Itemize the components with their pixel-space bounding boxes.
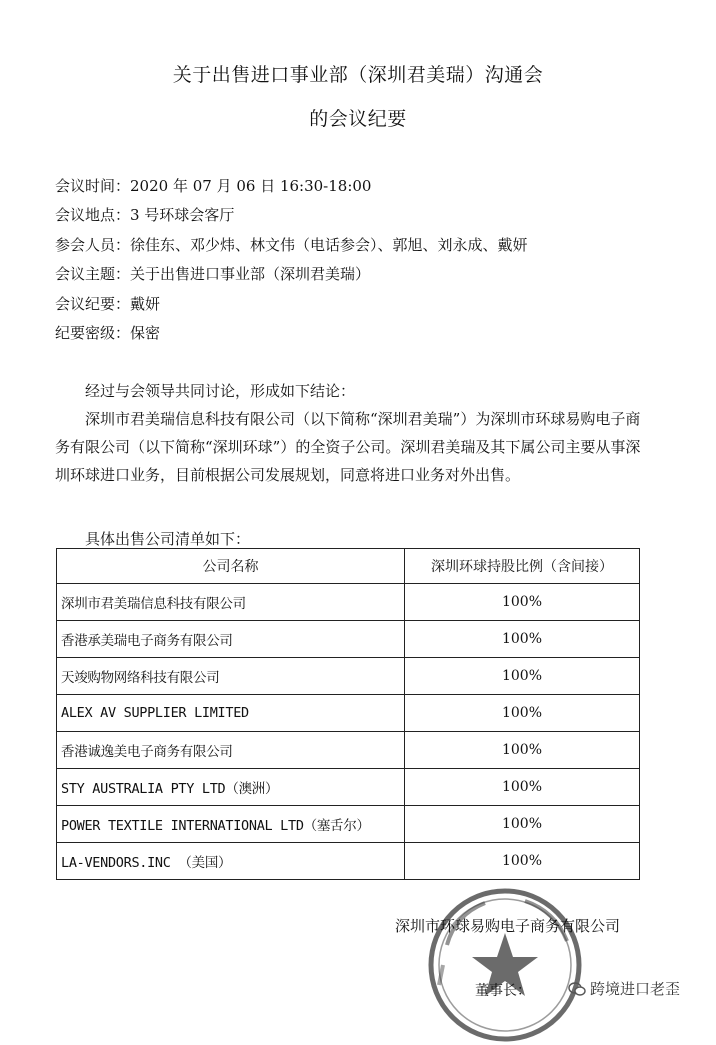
table-row	[57, 621, 640, 658]
intro-text: 经过与会领导共同讨论，形成如下结论：	[85, 382, 356, 400]
shareholding-pct: 100%	[405, 806, 640, 843]
meeting-confidentiality: 纪要密级：保密	[55, 324, 161, 342]
company-name: ALEX AV SUPPLIER LIMITED	[57, 695, 405, 732]
meeting-topic: 会议主题：关于出售进口事业部（深圳君美瑞）	[55, 265, 371, 283]
document-title-line-1: 关于出售进口事业部（深圳君美瑞）沟通会	[172, 64, 544, 86]
body-text: 深圳市君美瑞信息科技有限公司（以下简称“深圳君美瑞”）为深圳市环球易购电子商务有限公司（以下简称“深圳环球”）的全资子公司。深圳君美瑞及其下属公司主要从事深圳环球进口业务，目前根据公司发展规划，同意将进口业务对外出售。	[55, 410, 641, 484]
meeting-time: 会议时间：2020 年 07 月 06 日 16:30-18:00	[55, 177, 372, 195]
body-paragraph	[55, 405, 651, 489]
shareholding-pct: 100%	[405, 843, 640, 880]
signing-company: 深圳市环球易购电子商务有限公司	[395, 917, 621, 935]
shareholding-pct: 100%	[405, 695, 640, 732]
company-name: 香港诚逸美电子商务有限公司	[57, 732, 405, 769]
document-title-line-2: 的会议纪要	[309, 108, 407, 130]
wechat-watermark	[568, 978, 680, 999]
chairman-label: 董事长：	[475, 983, 531, 999]
header-company-name: 公司名称	[57, 549, 405, 584]
wechat-icon	[568, 980, 586, 998]
meeting-attendees: 参会人员：徐佳东、邓少炜、林文伟（电话参会）、郭旭、刘永成、戴妍	[55, 236, 528, 254]
company-seal-stamp	[425, 885, 585, 1045]
shareholding-pct: 100%	[405, 658, 640, 695]
company-name: 香港承美瑞电子商务有限公司	[57, 621, 405, 658]
table-row	[57, 584, 640, 621]
shareholding-pct: 100%	[405, 584, 640, 621]
meeting-location: 会议地点：3 号环球会客厅	[55, 206, 235, 224]
list-intro-text: 具体出售公司清单如下：	[85, 530, 251, 548]
table-row	[57, 658, 640, 695]
header-shareholding: 深圳环球持股比例（含间接）	[405, 549, 640, 584]
intro-paragraph	[55, 377, 651, 405]
company-name: 天竣购物网络科技有限公司	[57, 658, 405, 695]
shareholding-pct: 100%	[405, 621, 640, 658]
shareholding-pct: 100%	[405, 769, 640, 806]
company-name: LA-VENDORS.INC （美国）	[57, 843, 405, 880]
company-name: STY AUSTRALIA PTY LTD（澳洲）	[57, 769, 405, 806]
shareholding-pct: 100%	[405, 732, 640, 769]
table-row	[57, 843, 640, 880]
watermark-text: 跨境进口老歪	[590, 980, 681, 998]
table-row	[57, 769, 640, 806]
company-name: POWER TEXTILE INTERNATIONAL LTD（塞舌尔）	[57, 806, 405, 843]
company-table	[56, 548, 640, 880]
company-name: 深圳市君美瑞信息科技有限公司	[57, 584, 405, 621]
table-row	[57, 695, 640, 732]
table-header-row	[57, 549, 640, 584]
table-row	[57, 806, 640, 843]
meeting-recorder: 会议纪要：戴妍	[55, 295, 161, 313]
table-row	[57, 732, 640, 769]
